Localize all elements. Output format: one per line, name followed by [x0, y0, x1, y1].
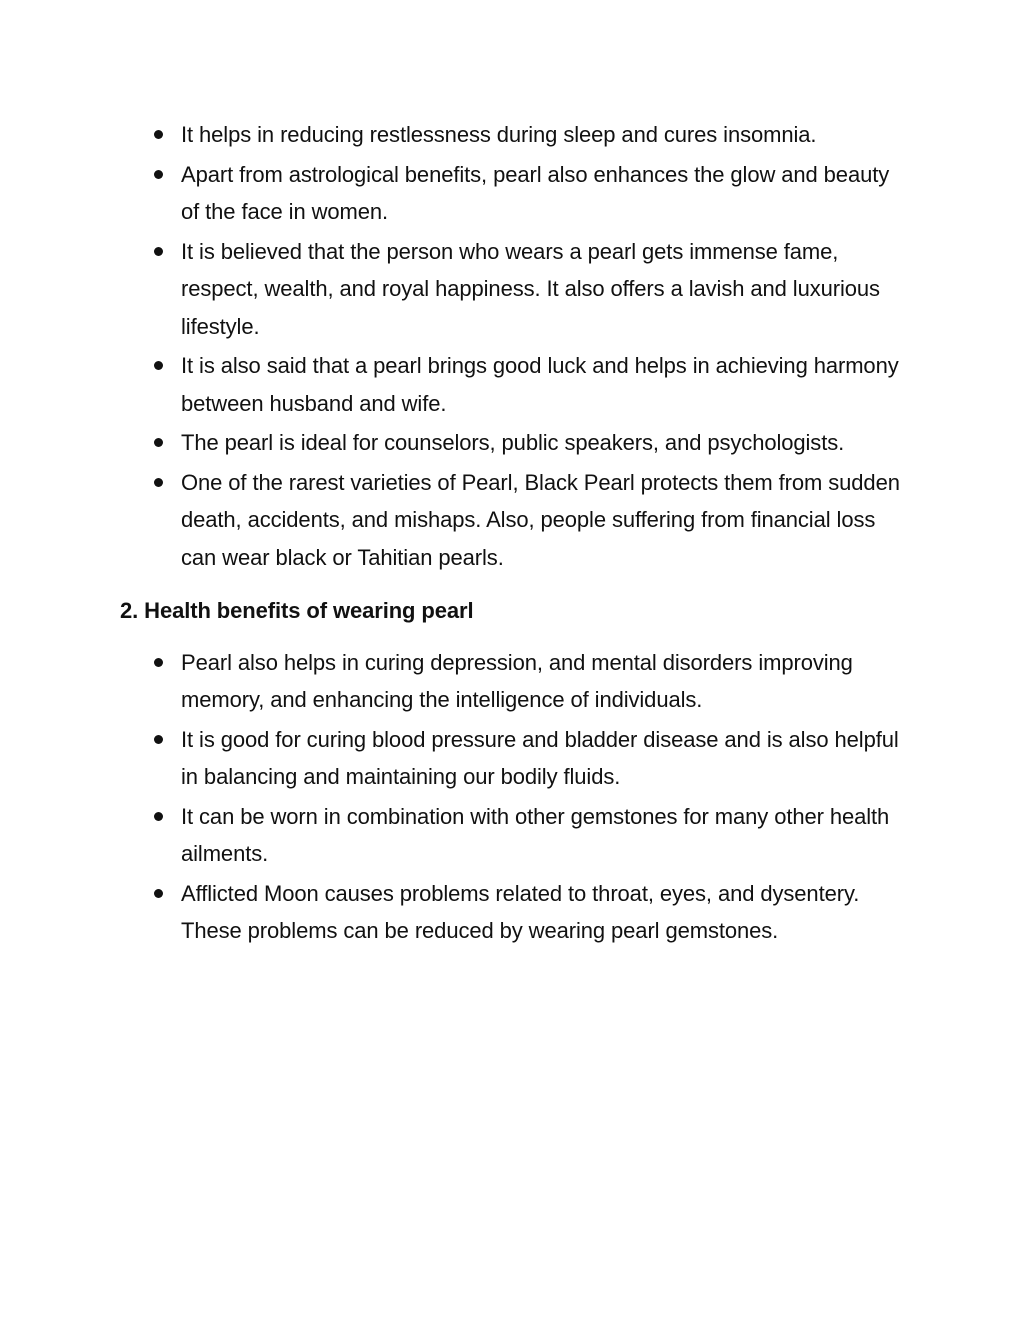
list-item-text: It is good for curing blood pressure and bladder disease and is also helpful in balancing and maintaining our bodily fluids.	[181, 726, 899, 789]
list-item-text: It is believed that the person who wears a pearl gets immense fame, respect, wealth, and royal happiness. It also offers a lavish and luxurious lifestyle.	[181, 238, 880, 339]
section-heading: 2. Health benefits of wearing pearl	[120, 598, 474, 623]
list-item	[120, 875, 910, 950]
list-item-text: It is also said that a pearl brings good luck and helps in achieving harmony between husband and wife.	[181, 353, 899, 416]
list-item-text: It helps in reducing restlessness during sleep and cures insomnia.	[181, 122, 817, 147]
list-item	[120, 424, 910, 462]
list-item	[120, 233, 910, 346]
list-item-text: The pearl is ideal for counselors, public speakers, and psychologists.	[181, 430, 845, 455]
list-item	[120, 798, 910, 873]
list-item-text: Pearl also helps in curing depression, and mental disorders improving memory, and enhancing the intelligence of individuals.	[181, 649, 853, 712]
document-content	[120, 116, 910, 952]
list-item	[120, 116, 910, 154]
list-item	[120, 644, 910, 719]
bullet-icon	[154, 438, 163, 447]
bullet-icon	[154, 735, 163, 744]
bullet-icon	[154, 889, 163, 898]
list-item	[120, 464, 910, 577]
list-item	[120, 721, 910, 796]
health-benefits-list	[120, 644, 910, 950]
astrological-benefits-list	[120, 116, 910, 576]
bullet-icon	[154, 658, 163, 667]
bullet-icon	[154, 812, 163, 821]
bullet-icon	[154, 130, 163, 139]
list-item	[120, 347, 910, 422]
bullet-icon	[154, 478, 163, 487]
bullet-icon	[154, 247, 163, 256]
list-item	[120, 156, 910, 231]
list-item-text: Apart from astrological benefits, pearl also enhances the glow and beauty of the face in women.	[181, 161, 890, 224]
bullet-icon	[154, 361, 163, 370]
list-item-text: It can be worn in combination with other gemstones for many other health ailments.	[181, 803, 890, 866]
bullet-icon	[154, 170, 163, 179]
list-item-text: One of the rarest varieties of Pearl, Black Pearl protects them from sudden death, accidents, and mishaps. Also, people suffering from financial loss can wear black or Tahitian pearls.	[181, 469, 900, 570]
list-item-text: Afflicted Moon causes problems related to throat, eyes, and dysentery. These problems can be reduced by wearing pearl gemstones.	[181, 880, 860, 943]
